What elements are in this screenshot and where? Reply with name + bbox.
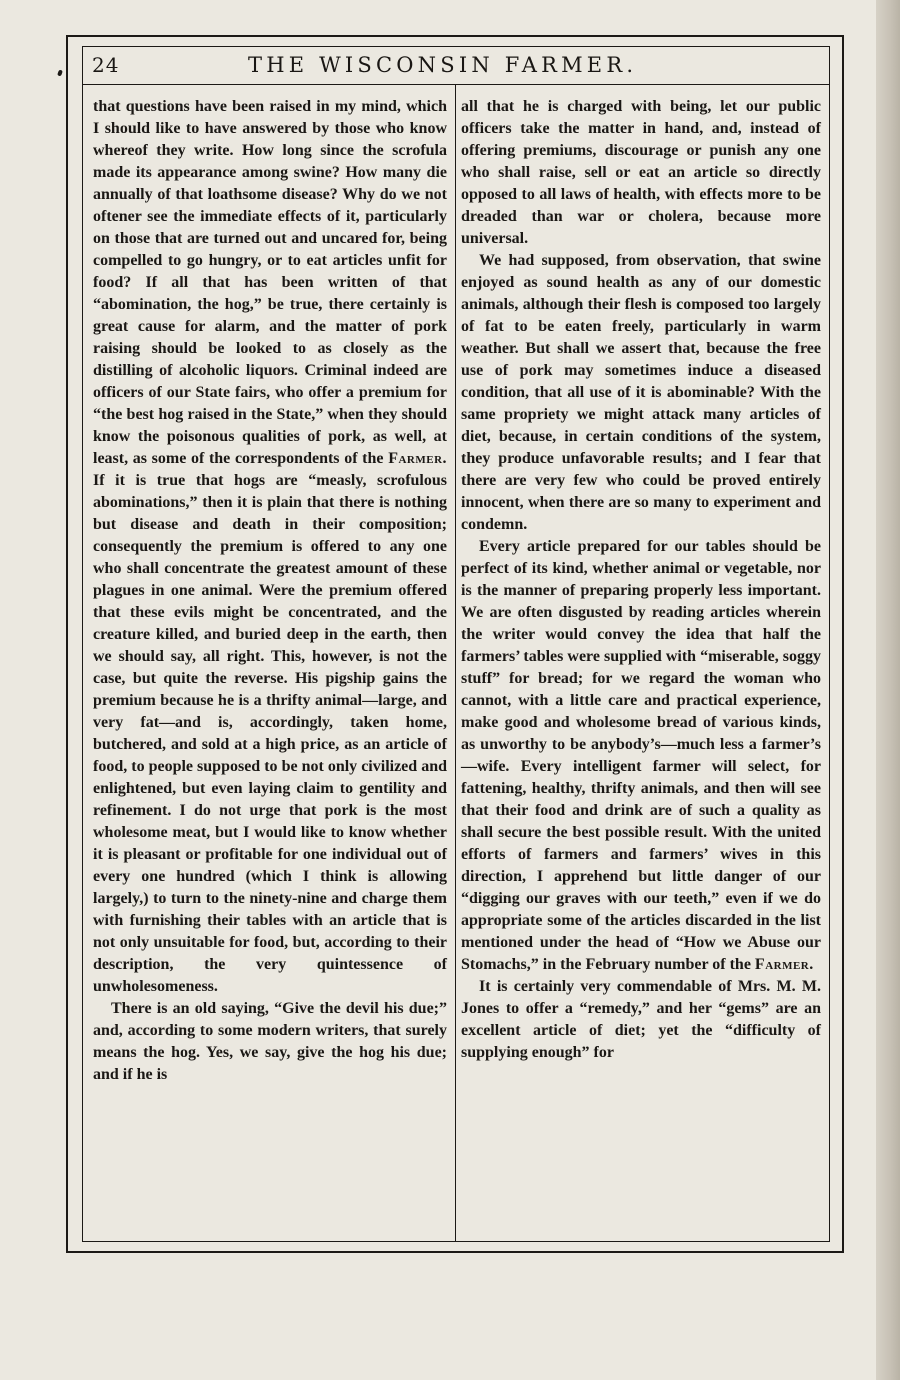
header-rule (82, 84, 830, 85)
journal-title: THE WISCONSIN FARMER. (248, 53, 638, 77)
paragraph: It is certainly very commendable of Mrs. M. M. Jones to offer a “remedy,” and her “gems” are an excellent article of diet; yet the “difficulty of supplying enough” for (461, 978, 821, 1061)
page-edge-shadow (876, 0, 900, 1380)
left-column (93, 96, 447, 1086)
paragraph-text: that questions have been raised in my mind, which I should like to have answered by those who know whereof they write. How long since the scrofula made its appearance among swine? How many die annually of that loathsome disease? Why do we not oftener see the immediate effects of it, particularly on those that are turned out and uncared for, being compelled to go hungry, or to eat articles unfit for food? If all that has been written of that “abomination, the hog,” be true, there certainly is great cause for alarm, and the matter of pork raising should be looked to as closely as the distilling of alcoholic liquors. Criminal indeed are officers of our State fairs, who offer a premium for “the best hog raised in the State,” when they should know the poisonous qualities of pork, as well, at least, as some of the correspondents of the (93, 98, 447, 467)
page-number: 24 (92, 53, 120, 77)
column-rule (455, 85, 456, 1241)
paragraph-text: Every article prepared for our tables should be perfect of its kind, whether animal or vegetable, nor is the manner of preparing properly less important. We are often disgusted by reading articles wherein the writer would convey the idea that half the farmers’ tables were supplied with “miserable, soggy stuff” for bread; for we regard the woman who cannot, with a little care and practical experience, make good and wholesome bread of various kinds, as unworthy to be anybody’s—much less a farmer’s—wife. Every intelligent farmer will select, for fattening, healthy, thrifty animals, and then will see that their food and drink are of such a quality as shall secure the best possible result. With the united efforts of farmers and farmers’ wives in this direction, I apprehend but little danger of our “digging our graves with our teeth,” even if we do appropriate some of the articles discarded in the list mentioned under the head of “How we Abuse our Stomachs,” in the February number of the (461, 538, 821, 973)
paragraph-text-cont: If it is true that hogs are “measly, scrofulous abominations,” then it is plain that there is nothing but disease and death in their composition; consequently the premium is offered to any one who shall concentrate the greatest amount of these plagues in one animal. Were the premium offered that these evils might be concentrated, and the creature killed, and buried deep in the earth, then we should say, all right. This, however, is not the case, but quite the reverse. His pigship gains the premium because he is a thrifty animal—large, and very fat—and is, accordingly, taken home, butchered, and sold at a high price, as an article of food, to people supposed to be not only civilized and enlightened, but even laying claim to gentility and refinement. I do not urge that pork is the most wholesome meat, but I would like to know whether it is pleasant or profitable for one individual out of every one hundred (which I think is allowing largely,) to turn to the ninety-nine and charge them with furnishing their tables with an article that is not only unsuitable for food, but, according to their description, the very quintessence of unwholesomeness. (93, 472, 447, 995)
paragraph (461, 536, 821, 976)
journal-name-smallcaps: Farmer. (754, 956, 814, 973)
paragraph: all that he is charged with being, let our public officers take the matter in hand, and, instead of offering premiums, discourage or punish any one who shall raise, sell or eat an article so directly opposed to all laws of health, with effects more to be dreaded than war or cholera, because more universal. (461, 98, 821, 247)
paragraph: We had supposed, from observation, that swine enjoyed as sound health as any of our domestic animals, although their flesh is composed too largely of fat to be eaten freely, particularly in warm weather. But shall we assert that, because the free use of pork may sometimes induce a diseased condition, that all use of it is abominable? With the same propriety we might attack many articles of diet, because, in certain conditions of the system, they produce unfavorable results; and I fear that there are very few who could be proved entirely innocent, when there are so many to experiment and condemn. (461, 252, 821, 533)
paragraph: There is an old saying, “Give the devil his due;” and, according to some modern writers, that surely means the hog. Yes, we say, give the hog his due; and if he is (93, 1000, 447, 1083)
running-head (88, 51, 824, 81)
paragraph (93, 96, 447, 998)
ink-speck (57, 69, 63, 76)
right-column (461, 96, 821, 1064)
journal-name-smallcaps: Farmer. (388, 450, 448, 467)
